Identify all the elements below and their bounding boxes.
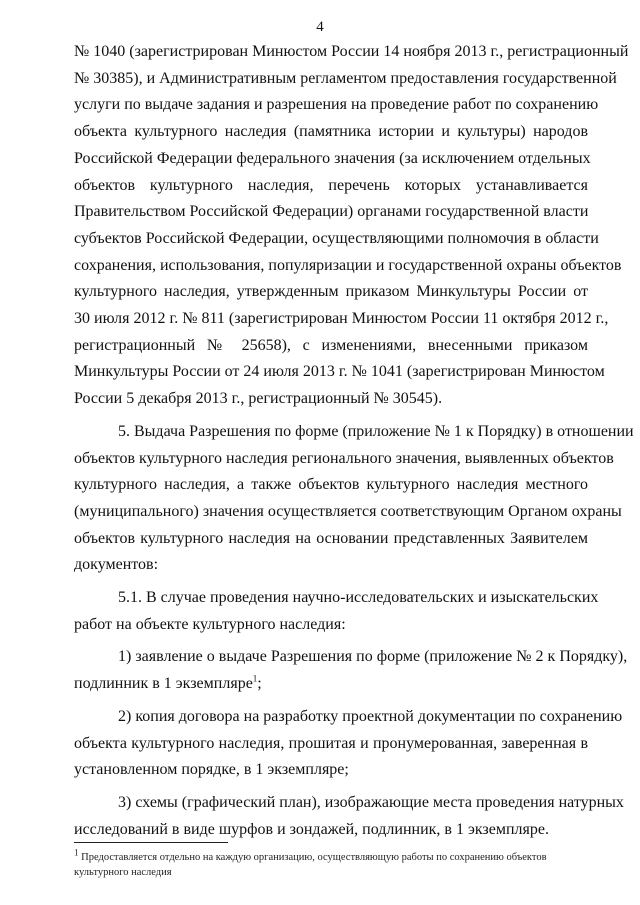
text-line-content: № 1040 (зарегистрирован Минюстом России 14 ноября 2013 г., регистрационный bbox=[74, 43, 629, 60]
text-line bbox=[74, 226, 599, 253]
text-line-content: работ на объекте культурного наследия: bbox=[74, 615, 346, 633]
text-line bbox=[74, 757, 588, 784]
text-line bbox=[74, 359, 605, 386]
footnote-line-2: культурного наследия bbox=[74, 867, 172, 878]
text-line-content: документов: bbox=[74, 556, 159, 574]
text-line-content: субъектов Российской Федерации, осуществляющими полномочия в области bbox=[74, 229, 599, 247]
text-line bbox=[74, 731, 588, 758]
text-line bbox=[74, 472, 588, 499]
text-line bbox=[74, 92, 599, 119]
page-number: 4 bbox=[316, 19, 324, 35]
text-line-content: 5. Выдача Разрешения по форме (приложение № 1 к Порядку) в отношении bbox=[118, 422, 634, 440]
text-line-content: культурного наследия, а также объектов культурного наследия местного bbox=[74, 476, 588, 494]
text-line-content: объекта культурного наследия (памятника истории и культуры) народов bbox=[74, 123, 588, 141]
footnote-reference: 1 bbox=[252, 673, 258, 684]
text-line bbox=[74, 671, 588, 698]
text-line-content: 1) заявление о выдаче Разрешения по форме (приложение № 2 к Порядку), bbox=[118, 648, 628, 666]
text-line bbox=[74, 253, 622, 280]
text-line bbox=[74, 386, 588, 413]
document-body bbox=[74, 39, 634, 843]
text-line bbox=[74, 585, 599, 612]
text-line-content: культурного наследия, утвержденным приказом Минкультуры России от bbox=[74, 283, 588, 301]
text-line-content: 30 июля 2012 г. № 811 (зарегистрирован Минюстом России 11 октября 2012 г., bbox=[74, 310, 609, 328]
text-line-content: Минкультуры России от 24 июля 2013 г. № 1041 (зарегистрирован Минюстом bbox=[74, 363, 605, 381]
text-line bbox=[74, 612, 588, 639]
footnote-text: Предоставляется отдельно на каждую организацию, осуществляющую работы по сохранению объектов bbox=[81, 852, 547, 863]
text-line-content: России 5 декабря 2013 г., регистрационный № 30545). bbox=[74, 390, 443, 408]
text-line bbox=[74, 333, 588, 360]
text-line bbox=[74, 419, 634, 446]
text-line bbox=[74, 704, 623, 731]
text-line bbox=[74, 552, 588, 579]
text-line bbox=[74, 817, 588, 844]
text-line bbox=[74, 66, 617, 93]
text-line-content: установленном порядке, в 1 экземпляре; bbox=[74, 761, 349, 779]
text-line-content: объектов культурного наследия регионального значения, выявленных объектов bbox=[74, 449, 614, 467]
text-line bbox=[74, 526, 588, 553]
text-line-content: сохранения, использования, популяризации и государственной охраны объектов bbox=[74, 256, 622, 274]
text-line-content: 5.1. В случае проведения научно-исследовательских и изыскательских bbox=[118, 589, 599, 607]
text-line bbox=[74, 173, 588, 200]
text-line-content: № 30385), и Административным регламентом предоставления государственной bbox=[74, 69, 617, 87]
text-line-content: объектов культурного наследия на основании представленных Заявителем bbox=[74, 529, 588, 547]
text-line-content: (муниципального) значения осуществляется соответствующим Органом охраны bbox=[74, 502, 622, 520]
text-line-content: подлинник в 1 экземпляре bbox=[74, 675, 253, 693]
text-line-content: объектов культурного наследия, перечень которых устанавливается bbox=[74, 176, 588, 194]
text-line bbox=[74, 644, 628, 671]
text-line bbox=[74, 499, 622, 526]
text-line bbox=[74, 446, 614, 473]
footnote-marker: 1 bbox=[74, 847, 79, 858]
text-line-content: 2) копия договора на разработку проектной документации по сохранению bbox=[118, 707, 623, 725]
text-line-content: объекта культурного наследия, прошитая и пронумерованная, заверенная в bbox=[74, 734, 588, 752]
text-line-content: услуги по выдаче задания и разрешения на проведение работ по сохранению bbox=[74, 96, 599, 114]
text-line bbox=[74, 199, 588, 226]
footnote-divider bbox=[74, 842, 228, 843]
text-line-content: исследований в виде шурфов и зондажей, подлинник, в 1 экземпляре. bbox=[74, 820, 549, 838]
text-line-suffix: ; bbox=[257, 675, 262, 693]
footnote-line-1 bbox=[74, 847, 574, 865]
text-line bbox=[74, 279, 588, 306]
text-line bbox=[74, 146, 591, 173]
text-line-content: Правительством Российской Федерации) органами государственной власти bbox=[74, 203, 589, 221]
text-line-content: 3) схемы (графический план), изображающие места проведения натурных bbox=[118, 793, 624, 811]
text-line-content: Российской Федерации федерального значения (за исключением отдельных bbox=[74, 149, 591, 167]
text-line bbox=[74, 790, 624, 817]
text-line bbox=[74, 39, 629, 66]
text-line bbox=[74, 119, 588, 146]
text-line bbox=[74, 306, 609, 333]
text-line-content: регистрационный № 25658), с изменениями, внесенными приказом bbox=[74, 336, 588, 354]
footnote bbox=[74, 847, 574, 880]
